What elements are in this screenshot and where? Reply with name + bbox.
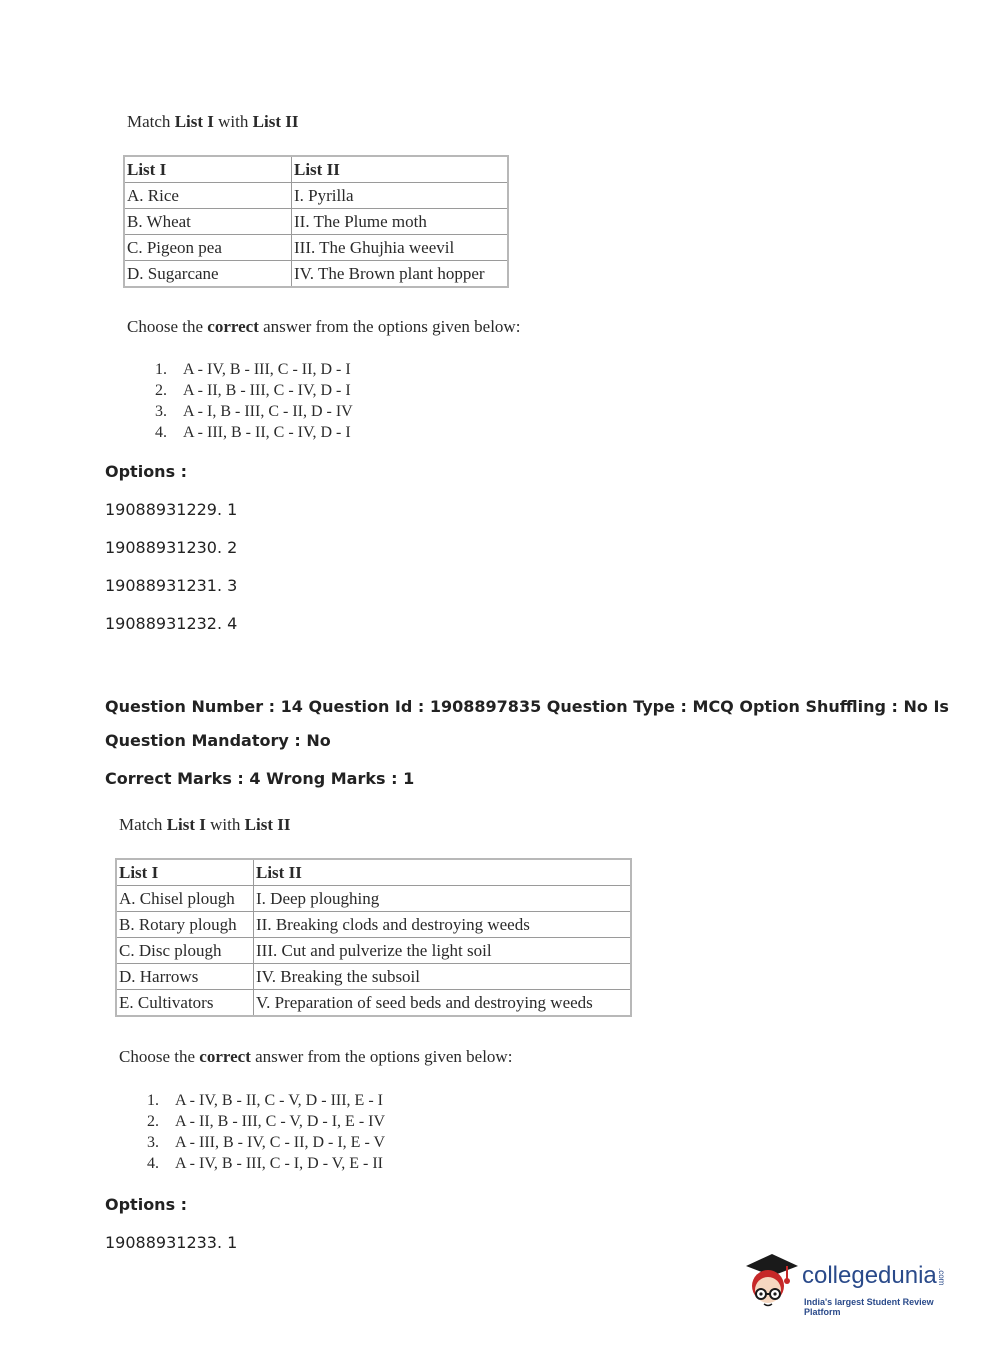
q14-choice-list: [147, 1090, 385, 1174]
q14-meta-line3: Correct Marks : 4 Wrong Marks : 1: [105, 769, 415, 788]
list-item: 4. A - IV, B - III, C - I, D - V, E - II: [147, 1155, 383, 1172]
q14-options-label: Options :: [105, 1195, 188, 1214]
option-item: 19088931232. 4: [105, 614, 238, 633]
q14-meta-line2: Question Mandatory : No: [105, 731, 331, 750]
collegedunia-logo: [742, 1250, 972, 1320]
table-cell: B. Rotary plough: [116, 912, 254, 938]
q13-choice-list: [155, 359, 353, 443]
table-cell: II. Breaking clods and destroying weeds: [254, 912, 632, 938]
table-cell: B. Wheat: [124, 209, 292, 235]
option-item: 19088931230. 2: [105, 538, 238, 557]
table-cell: III. The Ghujhia weevil: [292, 235, 509, 261]
table-row: [124, 235, 508, 261]
q13-options-label: Options :: [105, 462, 188, 481]
list-item: 1. A - IV, B - II, C - V, D - III, E - I: [147, 1092, 383, 1109]
option-item: 19088931231. 3: [105, 576, 238, 595]
option-item: 19088931233. 1: [105, 1233, 238, 1252]
table-row: [124, 209, 508, 235]
logo-wordmark: collegedunia.com: [802, 1262, 946, 1289]
table-cell: C. Pigeon pea: [124, 235, 292, 261]
table-header: List II: [292, 156, 509, 183]
table-cell: C. Disc plough: [116, 938, 254, 964]
list-item: 3. A - I, B - III, C - II, D - IV: [155, 403, 353, 420]
logo-tagline: India's largest Student Review Platform: [804, 1297, 934, 1317]
q13-heading: Match List I with List II: [127, 112, 299, 131]
table-cell: IV. The Brown plant hopper: [292, 261, 509, 288]
list-item: 2. A - II, B - III, C - IV, D - I: [155, 382, 351, 399]
list-item: 1. A - IV, B - III, C - II, D - I: [155, 361, 351, 378]
table-header: List II: [254, 859, 632, 886]
table-cell: D. Sugarcane: [124, 261, 292, 288]
table-cell: E. Cultivators: [116, 990, 254, 1017]
table-cell: D. Harrows: [116, 964, 254, 990]
table-row: [116, 912, 631, 938]
table-header: List I: [116, 859, 254, 886]
table-cell: A. Rice: [124, 183, 292, 209]
table-cell: A. Chisel plough: [116, 886, 254, 912]
table-row: [124, 183, 508, 209]
q13-match-table: [123, 155, 509, 288]
table-header: List I: [124, 156, 292, 183]
table-cell: IV. Breaking the subsoil: [254, 964, 632, 990]
table-row: [116, 990, 631, 1017]
q14-heading: Match List I with List II: [119, 815, 291, 834]
q14-match-table: [115, 858, 632, 1017]
list-item: 3. A - III, B - IV, C - II, D - I, E - V: [147, 1134, 386, 1151]
table-row: [116, 938, 631, 964]
q14-meta-line1: Question Number : 14 Question Id : 1908897835 Question Type : MCQ Option Shuffling : No Is: [105, 697, 949, 716]
table-row: [116, 964, 631, 990]
table-row: [116, 886, 631, 912]
option-item: 19088931229. 1: [105, 500, 238, 519]
table-cell: I. Deep ploughing: [254, 886, 632, 912]
table-row: [124, 261, 508, 288]
list-item: 4. A - III, B - II, C - IV, D - I: [155, 424, 351, 441]
table-cell: V. Preparation of seed beds and destroying weeds: [254, 990, 632, 1017]
table-cell: III. Cut and pulverize the light soil: [254, 938, 632, 964]
mascot-icon: [742, 1250, 800, 1312]
table-cell: I. Pyrilla: [292, 183, 509, 209]
q14-choose-instruction: Choose the correct answer from the options given below:: [119, 1047, 513, 1066]
q13-choose-instruction: Choose the correct answer from the options given below:: [127, 317, 521, 336]
list-item: 2. A - II, B - III, C - V, D - I, E - IV: [147, 1113, 386, 1130]
table-cell: II. The Plume moth: [292, 209, 509, 235]
